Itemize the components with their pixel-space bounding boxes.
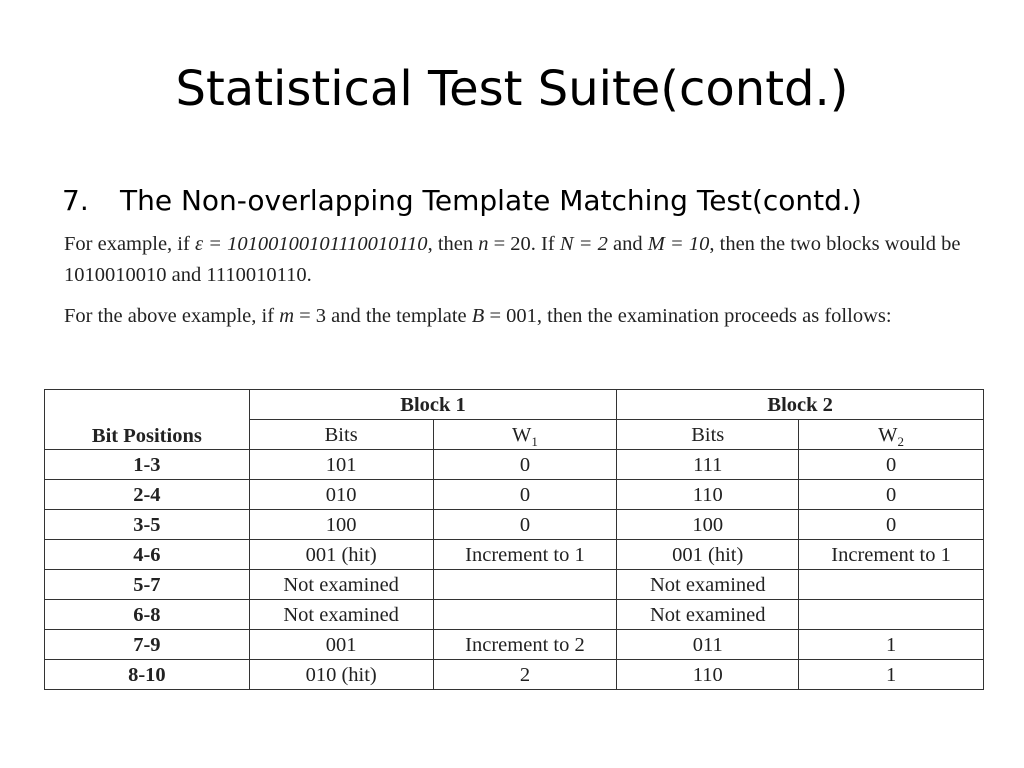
block1-bits-cell: 101 bbox=[249, 450, 433, 480]
bit-position-cell: 7-9 bbox=[45, 630, 250, 660]
bit-position-cell: 3-5 bbox=[45, 510, 250, 540]
block1-bits-cell: Not examined bbox=[249, 570, 433, 600]
w2-cell: 1 bbox=[799, 660, 984, 690]
table-row bbox=[45, 450, 984, 480]
epsilon-sequence: ε = 10100100101110010110 bbox=[194, 233, 428, 255]
block2-header: Block 2 bbox=[617, 390, 984, 420]
text-run: For the above example, if bbox=[64, 305, 280, 327]
N-value: N = 2 bbox=[559, 233, 608, 255]
bit-position-cell: 5-7 bbox=[45, 570, 250, 600]
w1-cell: 0 bbox=[433, 450, 617, 480]
block2-bits-cell: 111 bbox=[617, 450, 799, 480]
block1-bits-cell: 001 bbox=[249, 630, 433, 660]
section-heading bbox=[62, 184, 862, 217]
block2-bits-header: Bits bbox=[617, 420, 799, 450]
w1-cell: Increment to 1 bbox=[433, 540, 617, 570]
w2-cell: 1 bbox=[799, 630, 984, 660]
w1-cell: 0 bbox=[433, 480, 617, 510]
w2-cell: 0 bbox=[799, 480, 984, 510]
w1-header bbox=[433, 420, 617, 450]
w1-cell bbox=[433, 600, 617, 630]
block2-bits-cell: 001 (hit) bbox=[617, 540, 799, 570]
block1-bits-cell: 100 bbox=[249, 510, 433, 540]
w1-subscript: 1 bbox=[531, 433, 538, 449]
template-paragraph bbox=[64, 302, 1004, 330]
table-row bbox=[45, 630, 984, 660]
text-run: , then the two blocks would be 1010010010 and 1110010110. bbox=[64, 233, 961, 286]
m-variable: m bbox=[279, 305, 294, 327]
bit-position-cell: 6-8 bbox=[45, 600, 250, 630]
block1-bits-header: Bits bbox=[249, 420, 433, 450]
w2-cell: 0 bbox=[799, 510, 984, 540]
section-number: 7. bbox=[62, 184, 89, 217]
w1-cell: 2 bbox=[433, 660, 617, 690]
text-run: and bbox=[607, 233, 648, 255]
bit-positions-label: Bit Positions bbox=[91, 425, 202, 447]
table-row bbox=[45, 570, 984, 600]
table-row bbox=[45, 600, 984, 630]
block2-bits-cell: 100 bbox=[617, 510, 799, 540]
block2-bits-cell: 110 bbox=[617, 480, 799, 510]
w1-cell: 0 bbox=[433, 510, 617, 540]
bit-positions-header bbox=[45, 390, 250, 450]
block1-bits-cell: 010 bbox=[249, 480, 433, 510]
text-run: = 20. If bbox=[488, 233, 560, 255]
table-row bbox=[45, 510, 984, 540]
w2-header bbox=[799, 420, 984, 450]
M-value: M = 10 bbox=[647, 233, 710, 255]
B-variable: B bbox=[471, 305, 485, 327]
examination-table bbox=[44, 389, 984, 690]
bit-position-cell: 4-6 bbox=[45, 540, 250, 570]
w-label: W bbox=[512, 423, 532, 446]
block2-bits-cell: Not examined bbox=[617, 570, 799, 600]
table-row bbox=[45, 540, 984, 570]
w2-cell bbox=[799, 600, 984, 630]
section-heading-text: The Non-overlapping Template Matching Test(contd.) bbox=[120, 184, 862, 217]
w2-subscript: 2 bbox=[897, 433, 904, 449]
block1-bits-cell: 001 (hit) bbox=[249, 540, 433, 570]
w-label: W bbox=[878, 423, 898, 446]
block1-bits-cell: Not examined bbox=[249, 600, 433, 630]
w2-cell bbox=[799, 570, 984, 600]
text-run: = 3 and the template bbox=[294, 305, 472, 327]
block2-bits-cell: Not examined bbox=[617, 600, 799, 630]
block1-header: Block 1 bbox=[249, 390, 617, 420]
n-variable: n bbox=[478, 233, 489, 255]
example-paragraph bbox=[64, 229, 1004, 291]
table-row bbox=[45, 480, 984, 510]
slide-title: Statistical Test Suite(contd.) bbox=[175, 61, 849, 117]
block2-bits-cell: 011 bbox=[617, 630, 799, 660]
block1-bits-cell: 010 (hit) bbox=[249, 660, 433, 690]
bit-position-cell: 2-4 bbox=[45, 480, 250, 510]
bit-position-cell: 8-10 bbox=[45, 660, 250, 690]
block2-bits-cell: 110 bbox=[617, 660, 799, 690]
w2-cell: 0 bbox=[799, 450, 984, 480]
text-run: = 001, then the examination proceeds as follows: bbox=[484, 305, 892, 327]
w1-cell bbox=[433, 570, 617, 600]
bit-position-cell: 1-3 bbox=[45, 450, 250, 480]
text-run: For example, if bbox=[64, 233, 195, 255]
text-run: , then bbox=[427, 233, 479, 255]
w1-cell: Increment to 2 bbox=[433, 630, 617, 660]
w2-cell: Increment to 1 bbox=[799, 540, 984, 570]
table-header-row bbox=[45, 390, 984, 420]
table-row bbox=[45, 660, 984, 690]
